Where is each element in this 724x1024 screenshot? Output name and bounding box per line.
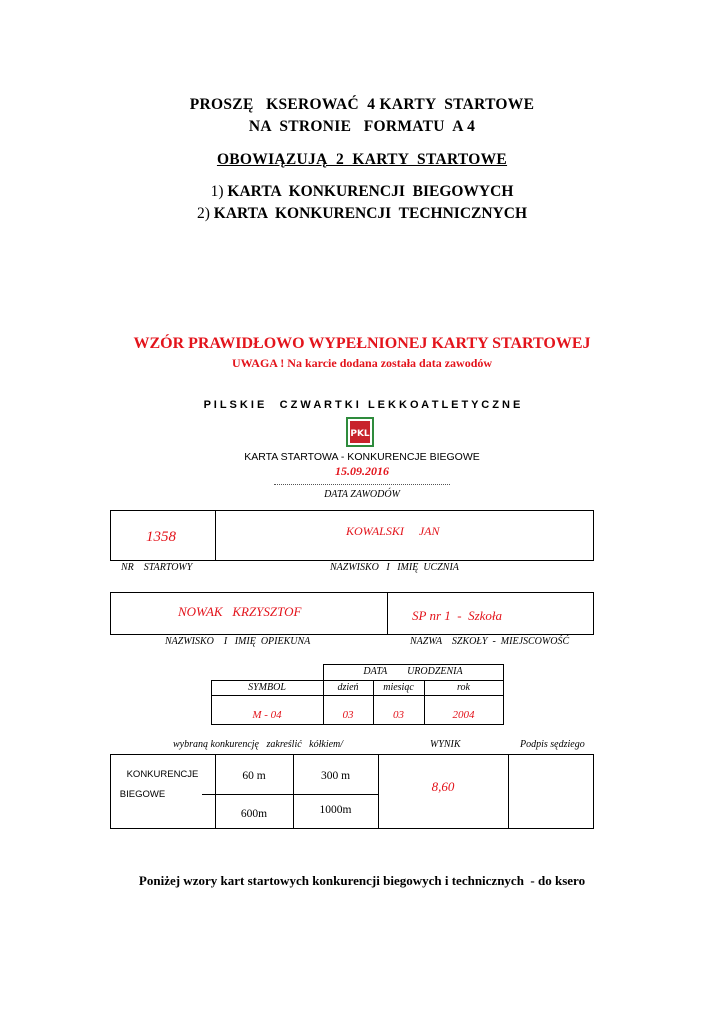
day-value: 03 — [342, 709, 354, 721]
month-label: miesiąc — [383, 682, 414, 693]
header-line-3: OBOWIĄZUJĄ 2 KARTY STARTOWE — [216, 151, 508, 168]
result-label: WYNIK — [430, 739, 461, 750]
header-item-2 — [0, 205, 724, 223]
events-table — [110, 754, 594, 829]
guardian-name-value: NOWAK KRZYSZTOF — [178, 604, 302, 619]
date-dotted-line — [274, 484, 450, 485]
year-label: rok — [457, 682, 470, 693]
school-label: NAZWA SZKOŁY - MIEJSCOWOŚĆ — [410, 636, 570, 647]
organizer: P I L S K I E C Z W A R T K I L E K K O A T L E T Y C Z N E — [203, 399, 521, 411]
events-col-4 — [508, 754, 509, 829]
events-label-1: KONKURENCJE — [126, 769, 199, 780]
student-name-value: KOWALSKI JAN — [346, 524, 440, 538]
month-value: 03 — [393, 709, 404, 721]
start-number-value: 1358 — [146, 529, 176, 545]
guardian-label: NAZWISKO I IMIĘ OPIEKUNA — [165, 636, 311, 647]
birth-header: DATA URODZENIA — [363, 666, 463, 677]
competition-date: 15.09.2016 — [335, 464, 389, 478]
date-label: DATA ZAWODÓW — [324, 489, 400, 500]
sample-title: WZÓR PRAWIDŁOWO WYPEŁNIONEJ KARTY STARTOWEJ — [133, 335, 591, 352]
symbol-label: SYMBOL — [248, 682, 286, 693]
guardian-box-divider — [387, 592, 388, 635]
item-2-text: KARTA KONKURENCJI TECHNICZNYCH — [213, 205, 528, 222]
footer-note: Poniżej wzory kart startowych konkurencji biegowych i technicznych - do ksero — [138, 873, 586, 888]
events-row-divider — [202, 794, 378, 795]
signature-label: Podpis sędziego — [520, 739, 585, 750]
header-line-1: PROSZĘ KSEROWAĆ 4 KARTY STARTOWE — [189, 96, 535, 113]
event-600m[interactable]: 600m — [240, 808, 268, 820]
day-label: dzień — [337, 682, 359, 693]
school-value: SP nr 1 - Szkoła — [412, 608, 503, 623]
symbol-value: M - 04 — [252, 709, 282, 721]
item-1-number: 1) — [210, 183, 224, 200]
header-line-2: NA STRONIE FORMATU A 4 — [248, 118, 476, 135]
header-item-1 — [0, 183, 724, 201]
event-60m[interactable]: 60 m — [242, 770, 266, 782]
events-col-2 — [293, 754, 294, 829]
birth-table-row-1 — [211, 680, 503, 681]
sample-note: UWAGA ! Na karcie dodana została data zawodów — [231, 356, 493, 370]
birth-table-top — [323, 664, 503, 665]
event-300m[interactable]: 300 m — [320, 770, 351, 782]
card-title: KARTA STARTOWA - KONKURENCJE BIEGOWE — [244, 451, 480, 463]
birth-table-row-2 — [211, 695, 503, 696]
birth-table-right — [503, 664, 504, 725]
student-name-label: NAZWISKO I IMIĘ UCZNIA — [330, 562, 459, 573]
birth-table-bottom — [211, 724, 503, 725]
event-1000m[interactable]: 1000m — [319, 804, 352, 816]
item-1-text: KARTA KONKURENCJI BIEGOWYCH — [227, 183, 514, 200]
organizer-logo — [346, 417, 374, 447]
events-label-2: BIEGOWE — [119, 789, 166, 800]
result-value: 8,60 — [431, 779, 455, 794]
choose-event-label: wybraną konkurencję zakreślić kółkiem/ — [173, 739, 344, 750]
item-2-number: 2) — [196, 205, 210, 222]
year-value: 2004 — [452, 709, 475, 721]
student-box-divider — [215, 510, 216, 561]
start-number-label: NR STARTOWY — [121, 562, 193, 573]
svg-text:PKL: PKL — [350, 429, 370, 439]
